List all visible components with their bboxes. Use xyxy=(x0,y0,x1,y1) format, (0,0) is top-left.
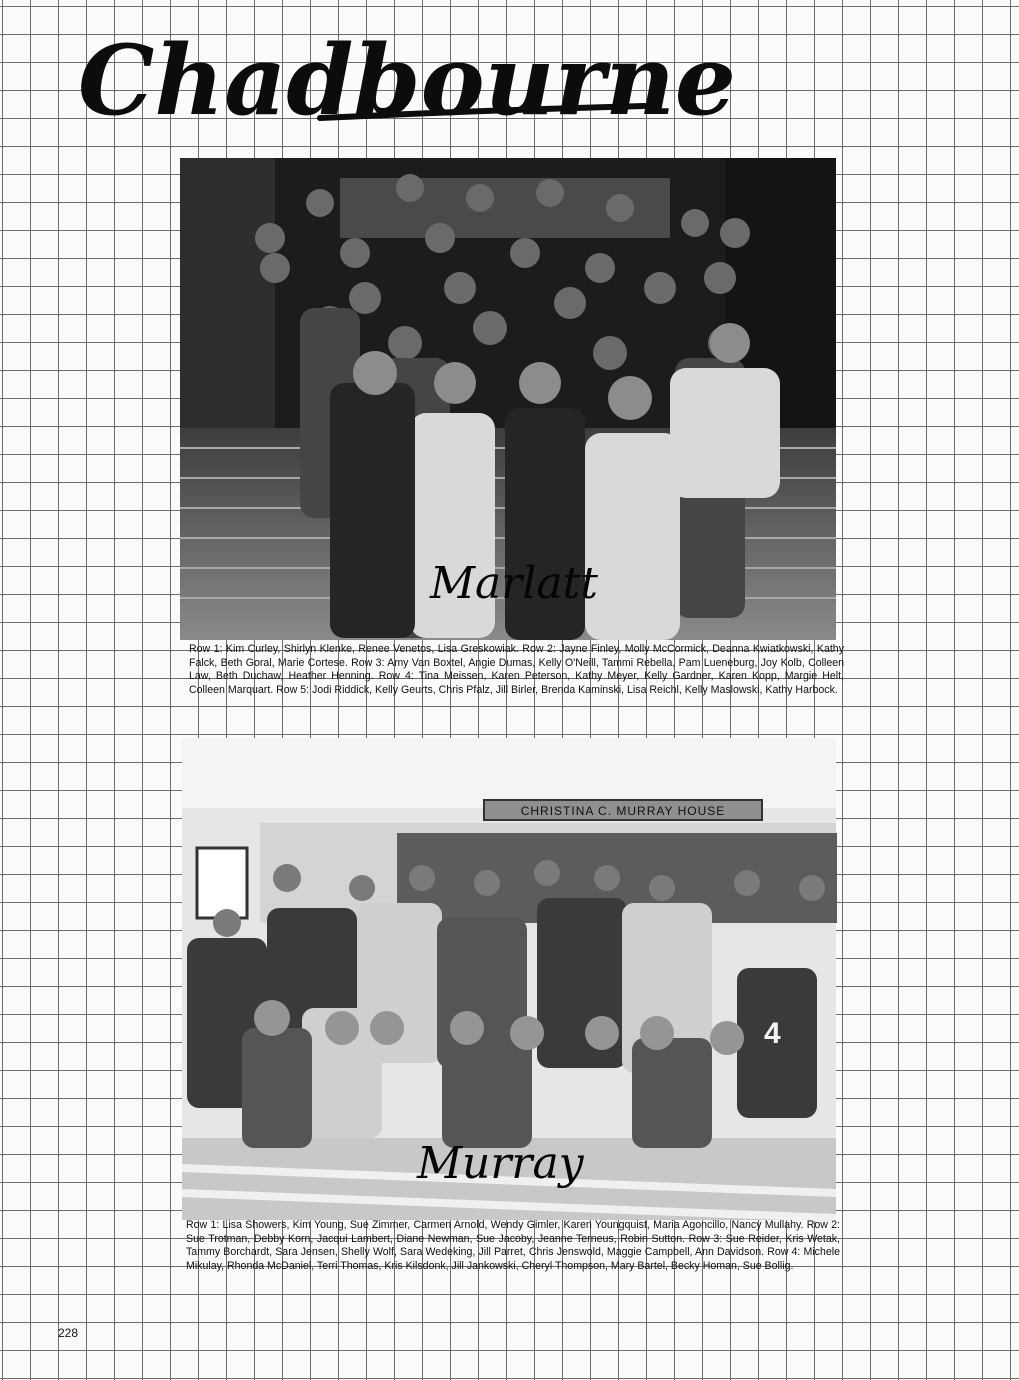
page-title xyxy=(70,14,736,144)
jersey-number: 4 xyxy=(764,1017,781,1050)
photo-caption-bottom: Row 1: Lisa Showers, Kim Young, Sue Zimmer, Carmen Arnold, Wendy Gimler, Karen Youngquist, Maria Agoncillo, Nancy Mullahy. Row 2: Sue Trotman, Debby Korn, Jacqui Lambert, Diane Newman, Sue Jacoby, Jeanne Terneus, Robin Sutton. Row 3: Sue Reider, Kris Wetak, Tammy Borchardt, Sara Jensen, Shelly Wolf, Sara Wedeking, Jill Parret, Chris Jenswold, Maggie Campbell, Ann Davidson. Row 4: Michele Mikulay, Rhonda McDaniel, Terri Thomas, Kris Kilsdonk, Jill Jankowski, Cheryl Thompson, Mary Bartel, Becky Homan, Sue Bollig. xyxy=(186,1219,840,1272)
framed-notice xyxy=(197,848,247,918)
house-sign-text: CHRISTINA C. MURRAY HOUSE xyxy=(520,804,726,818)
group-photo-murray-house xyxy=(182,738,836,1220)
trees-left xyxy=(180,158,275,458)
page-number: 228 xyxy=(58,1326,79,1340)
photo-image xyxy=(182,738,836,1220)
group-photo-chadbourne-marlatt xyxy=(180,158,836,640)
photo-signature-marlatt: Marlatt xyxy=(430,558,598,609)
ceiling xyxy=(182,738,836,808)
photo-signature-murray: Murray xyxy=(417,1138,584,1189)
page-title-text: Chadbourne xyxy=(78,24,736,137)
photo-image xyxy=(180,158,836,640)
photo-caption-top: Row 1: Kim Curley, Shirlyn Klenke, Renee Venetos, Lisa Greskowiak. Row 2: Jayne Finley, Molly McCormick, Deanna Kwiatkowski, Kathy Falck, Beth Goral, Marie Cortese. Row 3: Amy Van Boxtel, Angie Dumas, Kelly O'Neill, Tammi Rebella, Pam Lueneburg, Joy Kolb, Colleen Law, Beth Duchaw, Heather Henning. Row 4: Tina Meissen, Karen Peterson, Kathy Meyer, Kelly Gardner, Karen Kopp, Margie Helt, Colleen Marquart. Row 5: Jodi Riddick, Kelly Geurts, Chris Pfalz, Jill Birler, Brenda Kaminski, Lisa Reichl, Kelly Maslowski, Kathy Harbock. xyxy=(189,643,844,696)
